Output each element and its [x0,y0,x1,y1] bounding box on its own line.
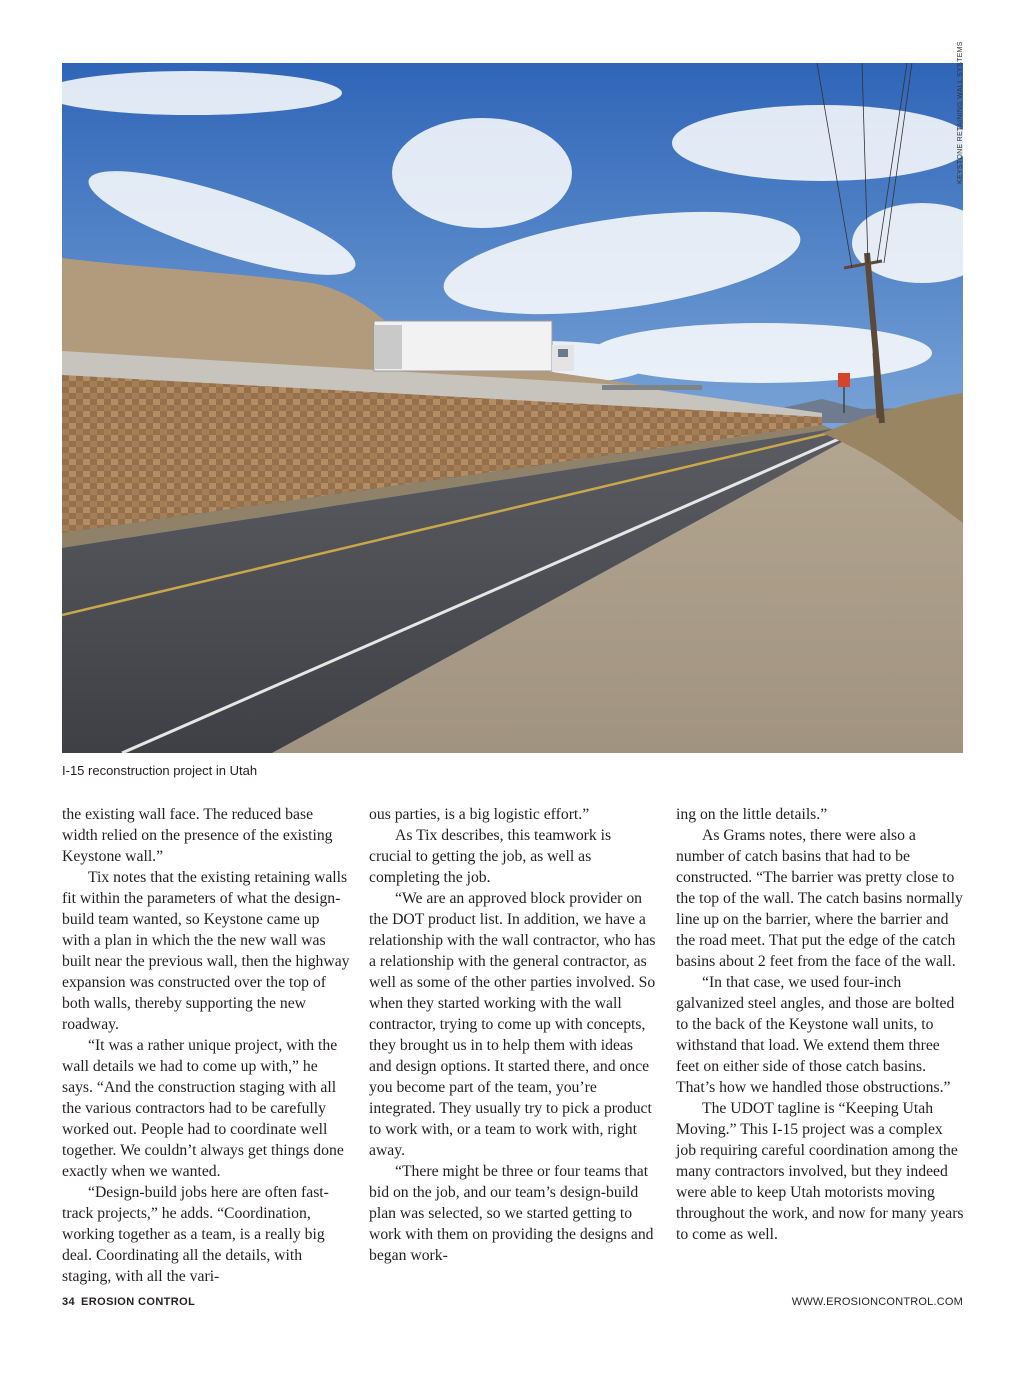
paragraph: The UDOT tagline is “Keeping Utah Moving.” This I-15 project was a complex job requiring careful coordination among the many contractors involved, but they indeed were able to keep Utah motorists moving throughout the work, and now for many years to come as well. [676,1100,964,1243]
article-photo [62,63,963,753]
publication-name: EROSION CONTROL [81,1296,196,1308]
paragraph: “Design-build jobs here are often fast-track projects,” he adds. “Coordination, working together as a team, is a really big deal. Coordinating all the details, with staging, with all the vari- [62,1184,329,1285]
paragraph: ing on the little details.” [676,806,828,823]
paragraph: “In that case, we used four-inch galvanized steel angles, and those are bolted to the back of the Keystone wall units, to withstand that load. We extend them three feet on either side of those catch basins. That’s how we handled those obstructions.” [676,974,955,1096]
page-number: 34 [62,1296,76,1308]
paragraph: As Grams notes, there were also a number of catch basins that had to be constructed. “The barrier was pretty close to the top of the wall. The catch basins normally line up on the barrier, where the barrier and the road meet. That put the edge of the catch basins about 2 feet from the face of the wall. [676,827,963,970]
photo-credit: KEYSTONE RETAINING WALL SYSTEMS [957,41,964,184]
paragraph: As Tix describes, this teamwork is crucial to getting the job, as well as completing the job. [369,827,612,886]
paragraph: “There might be three or four teams that bid on the job, and our team’s design-build plan was selected, so we started getting to work with them on providing the designs and began work- [369,1163,654,1264]
photo-caption: I-15 reconstruction project in Utah [62,763,258,778]
paragraph: “We are an approved block provider on the DOT product list. In addition, we have a relationship with the wall contractor, who has a relationship with the general contractor, as well as some of the other parties involved. So when they started working with the wall contractor, trying to come up with concepts, they brought us in to help them with ideas and design options. It started there, and once you become part of the team, you’re integrated. They usually try to pick a product to work with, or a team to work with, right away. [369,890,656,1159]
article-column-3 [676,804,964,1245]
website-url: WWW.EROSIONCONTROL.COM [791,1296,963,1308]
road-sign [838,373,850,387]
overpass [602,385,702,390]
paragraph: ous parties, is a big logistic effort.” [369,806,590,823]
footer-folio [62,1296,195,1308]
semi-truck [374,321,574,371]
article-column-2 [369,804,657,1266]
paragraph: the existing wall face. The reduced base width relied on the presence of the existing Keystone wall.” [62,806,333,865]
paragraph: Tix notes that the existing retaining walls fit within the parameters of what the design-build team wanted, so Keystone came up with a plan in which the the new wall was built near the previous wall, then the highway expansion was constructed over the top of both walls, thereby supporting the new roadway. [62,869,350,1033]
paragraph: “It was a rather unique project, with the wall details we had to come up with,” he says. “And the construction staging with all the various contractors had to be carefully worked out. People had to coordinate well together. We couldn’t always get things done exactly when we wanted. [62,1037,344,1180]
highway-retaining-wall-illustration [62,63,963,753]
article-column-1 [62,804,350,1287]
